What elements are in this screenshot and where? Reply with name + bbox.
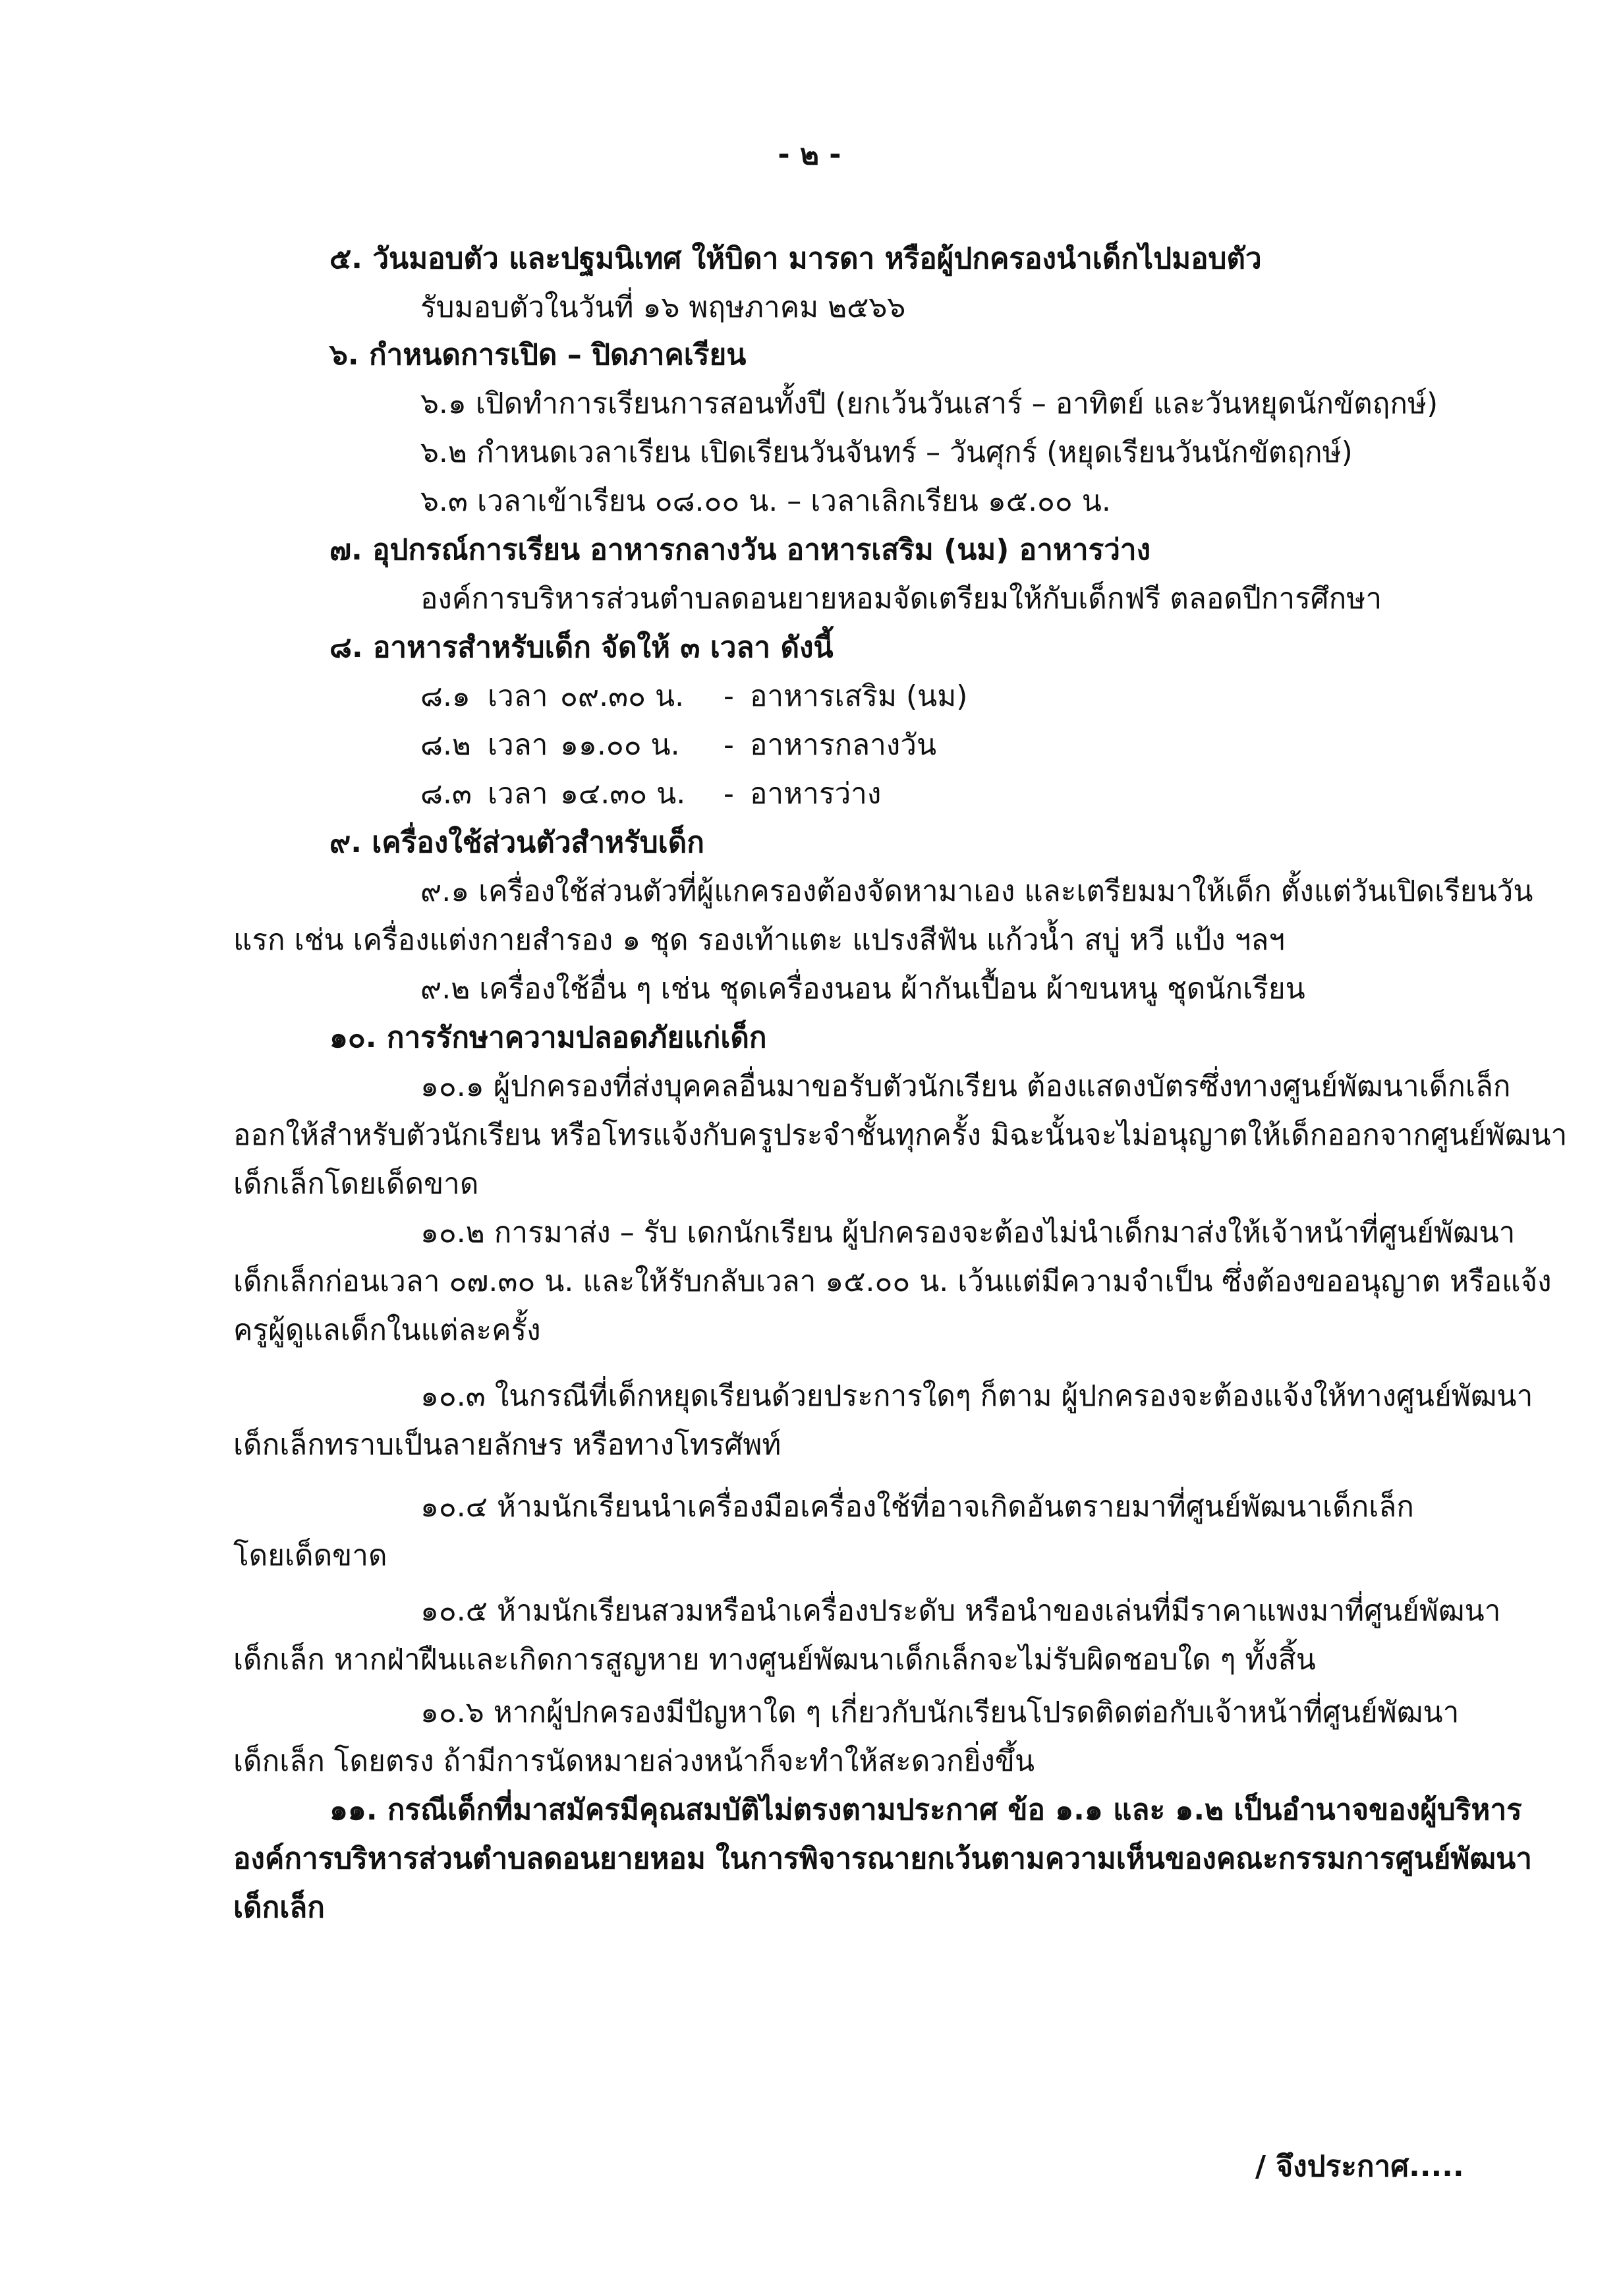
meal-dash: - <box>724 777 734 811</box>
section-11-line-1: ๑๑. กรณีเด็กที่มาสมัครมีคุณสมบัติไม่ตรงตามประกาศ ข้อ ๑.๑ และ ๑.๒ เป็นอำนาจของผู้บริหาร <box>329 1793 1522 1827</box>
meal-time: ๑๔.๓๐ น. <box>560 777 686 811</box>
section-10-3-line-2: เด็กเล็กทราบเป็นลายลักษร หรือทางโทรศัพท์ <box>233 1428 781 1462</box>
section-10-2-line-2: เด็กเล็กก่อนเวลา ๐๗.๓๐ น. และให้รับกลับเวลา ๑๕.๐๐ น. เว้นแต่มีความจำเป็น ซึ่งต้องขออนุญาต หรือแจ้ง <box>233 1265 1552 1298</box>
section-10-1-line-2: ออกให้สำหรับตัวนักเรียน หรือโทรแจ้งกับครูประจำชั้นทุกครั้ง มิฉะนั้นจะไม่อนุญาตให้เด็กออกจากศูนย์พัฒนา <box>233 1118 1568 1152</box>
section-10-2-line-1: ๑๐.๒ การมาส่ง – รับ เดกนักเรียน ผู้ปกครองจะต้องไม่นำเด็กมาส่งให้เจ้าหน้าที่ศูนย์พัฒนา <box>420 1216 1516 1249</box>
meal-dash: - <box>724 728 734 762</box>
section-9-heading: ๙. เครื่องใช้ส่วนตัวสำหรับเด็ก <box>329 826 704 859</box>
section-6-heading: ๖. กำหนดการเปิด – ปิดภาคเรียน <box>329 338 747 372</box>
page-number: - ๒ - <box>778 138 841 171</box>
meal-time: ๑๑.๐๐ น. <box>560 728 680 762</box>
meal-time-label: เวลา <box>488 728 548 762</box>
section-10-6-line-2: เด็กเล็ก โดยตรง ถ้ามีการนัดหมายล่วงหน้าก็จะทำให้สะดวกยิ่งขึ้น <box>233 1744 1035 1778</box>
meal-food: อาหารว่าง <box>750 777 882 811</box>
section-10-heading: ๑๐. การรักษาความปลอดภัยแก่เด็ก <box>329 1021 767 1054</box>
continuation-footer: / จึงประกาศ..... <box>1255 2150 1464 2183</box>
section-9-2: ๙.๒ เครื่องใช้อื่น ๆ เช่น ชุดเครื่องนอน ผ้ากันเปื้อน ผ้าขนหนู ชุดนักเรียน <box>420 972 1305 1006</box>
meal-food: อาหารกลางวัน <box>750 728 937 762</box>
section-6-3: ๖.๓ เวลาเข้าเรียน ๐๘.๐๐ น. – เวลาเลิกเรียน ๑๕.๐๐ น. <box>420 484 1111 518</box>
section-10-1-line-1: ๑๐.๑ ผู้ปกครองที่ส่งบุคคลอื่นมาขอรับตัวนักเรียน ต้องแสดงบัตรซึ่งทางศูนย์พัฒนาเด็กเล็ก <box>420 1070 1511 1103</box>
section-10-1-line-3: เด็กเล็กโดยเด็ดขาด <box>233 1167 479 1201</box>
section-7-body: องค์การบริหารส่วนตำบลดอนยายหอมจัดเตรียมให้กับเด็กฟรี ตลอดปีการศึกษา <box>420 582 1382 616</box>
meal-time-label: เวลา <box>488 679 548 713</box>
section-8-heading: ๘. อาหารสำหรับเด็ก จัดให้ ๓ เวลา ดังนี้ <box>329 631 834 664</box>
section-10-4-line-2: โดยเด็ดขาด <box>233 1539 387 1572</box>
section-11-line-3: เด็กเล็ก <box>233 1891 325 1924</box>
meal-number: ๘.๑ <box>420 679 470 713</box>
section-10-5-line-1: ๑๐.๕ ห้ามนักเรียนสวมหรือนำเครื่องประดับ หรือนำของเล่นที่มีราคาแพงมาที่ศูนย์พัฒนา <box>420 1594 1501 1628</box>
meal-number: ๘.๓ <box>420 777 472 811</box>
section-9-1-line-1: ๙.๑ เครื่องใช้ส่วนตัวที่ผู้แกครองต้องจัดหามาเอง และเตรียมมาให้เด็ก ตั้งแต่วันเปิดเรียนวัน <box>420 875 1533 908</box>
section-6-1: ๖.๑ เปิดทำการเรียนการสอนทั้งปี (ยกเว้นวันเสาร์ – อาทิตย์ และวันหยุดนักขัตฤกษ์) <box>420 387 1438 420</box>
meal-number: ๘.๒ <box>420 728 471 762</box>
meal-time-label: เวลา <box>488 777 548 811</box>
section-10-4-line-1: ๑๐.๔ ห้ามนักเรียนนำเครื่องมือเครื่องใช้ที่อาจเกิดอันตรายมาที่ศูนย์พัฒนาเด็กเล็ก <box>420 1490 1414 1524</box>
section-5-body: รับมอบตัวในวันที่ ๑๖ พฤษภาคม ๒๕๖๖ <box>420 291 906 324</box>
section-10-3-line-1: ๑๐.๓ ในกรณีที่เด็กหยุดเรียนด้วยประการใดๆ ก็ตาม ผู้ปกครองจะต้องแจ้งให้ทางศูนย์พัฒนา <box>420 1379 1533 1413</box>
section-10-6-line-1: ๑๐.๖ หากผู้ปกครองมีปัญหาใด ๆ เกี่ยวกับนักเรียนโปรดติดต่อกับเจ้าหน้าที่ศูนย์พัฒนา <box>420 1696 1460 1729</box>
section-5-heading: ๕. วันมอบตัว และปฐมนิเทศ ให้บิดา มารดา หรือผู้ปกครองนำเด็กไปมอบตัว <box>329 242 1262 275</box>
section-9-1-line-2: แรก เช่น เครื่องแต่งกายสำรอง ๑ ชุด รองเท้าแตะ แปรงสีฟัน แก้วน้ำ สบู่ หวี แป้ง ฯลฯ <box>233 923 1285 957</box>
section-11-line-2: องค์การบริหารส่วนตำบลดอนยายหอม ในการพิจารณายกเว้นตามความเห็นของคณะกรรมการศูนย์พัฒนา <box>233 1842 1532 1876</box>
section-6-2: ๖.๒ กำหนดเวลาเรียน เปิดเรียนวันจันทร์ – วันศุกร์ (หยุดเรียนวันนักขัตฤกษ์) <box>420 436 1353 469</box>
meal-dash: - <box>724 679 734 713</box>
section-10-2-line-3: ครูผู้ดูแลเด็กในแต่ละครั้ง <box>233 1313 541 1347</box>
section-10-5-line-2: เด็กเล็ก หากฝ่าฝืนและเกิดการสูญหาย ทางศูนย์พัฒนาเด็กเล็กจะไม่รับผิดชอบใด ๆ ทั้งสิ้น <box>233 1643 1316 1677</box>
section-7-heading: ๗. อุปกรณ์การเรียน อาหารกลางวัน อาหารเสริม (นม) อาหารว่าง <box>329 533 1151 567</box>
meal-food: อาหารเสริม (นม) <box>750 679 968 713</box>
meal-time: ๐๙.๓๐ น. <box>560 679 685 713</box>
